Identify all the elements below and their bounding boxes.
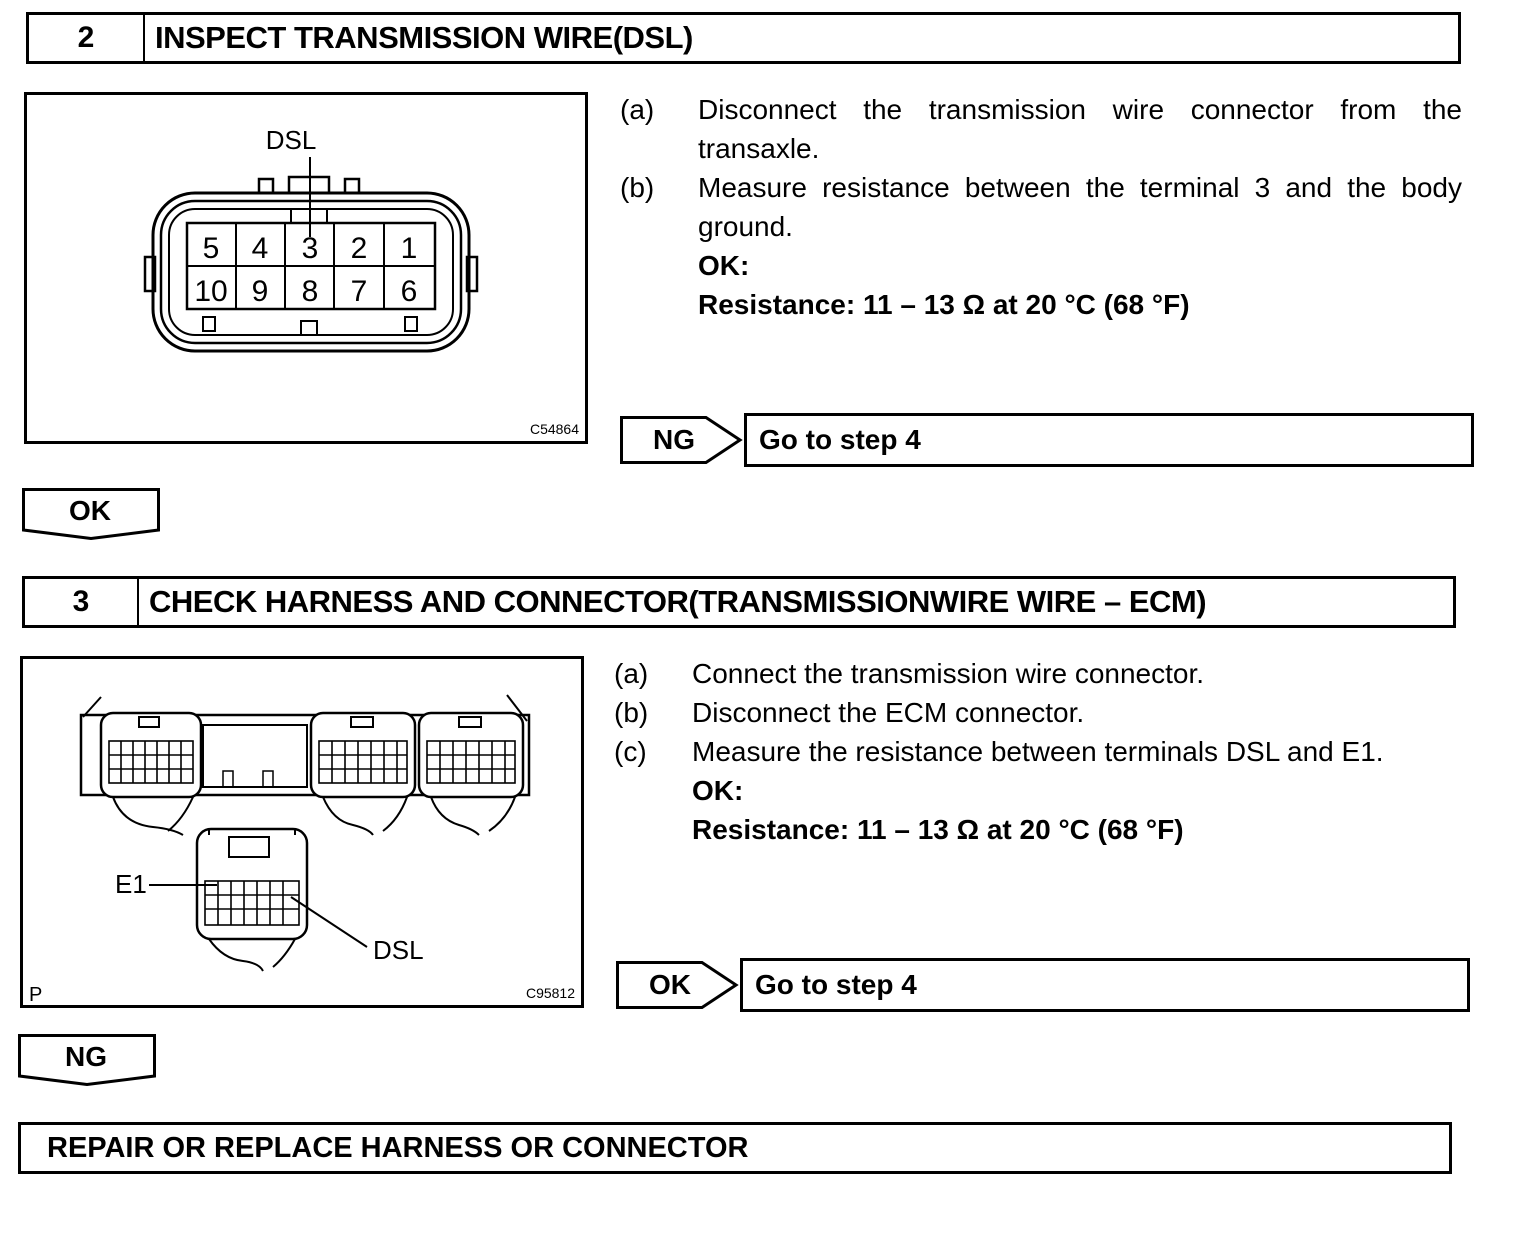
terminal-6: 6 (400, 275, 418, 308)
connector-figure (24, 92, 588, 444)
step-3-result (616, 958, 1470, 1012)
instruction-text: Measure the resistance between terminals DSL and E1. (692, 736, 1384, 767)
step-3-instructions (614, 654, 1464, 849)
step-number: 2 (29, 15, 145, 61)
instruction-item (620, 90, 1462, 168)
terminal-10: 10 (194, 275, 228, 308)
step-title: CHECK HARNESS AND CONNECTOR(TRANSMISSIONWIRE WIRE – ECM) (149, 584, 1207, 619)
ok-label: OK: (698, 250, 750, 281)
instruction-text: Measure resistance between the terminal 3 and the body ground. (698, 172, 1462, 242)
ok-continue-label: OK (69, 495, 111, 526)
step-2-result (620, 413, 1474, 467)
go-to-step-box: Go to step 4 (744, 413, 1474, 467)
instruction-label: (b) (614, 697, 649, 728)
terminal-5: 5 (202, 232, 220, 265)
go-to-step-box: Go to step 4 (740, 958, 1470, 1012)
ng-continue-label: NG (65, 1041, 107, 1072)
repair-action-box: REPAIR OR REPLACE HARNESS OR CONNECTOR (18, 1122, 1452, 1174)
ok-tag (616, 961, 740, 1009)
resistance-spec: Resistance: 11 – 13 Ω at 20 °C (68 °F) (698, 289, 1190, 320)
ok-label: OK: (692, 775, 744, 806)
terminal-3: 3 (301, 232, 319, 265)
resistance-spec: Resistance: 11 – 13 Ω at 20 °C (68 °F) (692, 814, 1184, 845)
ng-tag-label: NG (653, 424, 695, 455)
step-2-header (26, 12, 1461, 64)
ecm-connector-diagram (23, 659, 581, 1005)
dsl-label: DSL (265, 125, 317, 155)
instruction-item (614, 693, 1464, 732)
instruction-label: (c) (614, 736, 647, 767)
transmission-connector-diagram (27, 95, 585, 441)
ok-tag-label: OK (649, 969, 691, 1000)
ng-continue-tag (18, 1034, 156, 1086)
corner-mark: P (29, 984, 43, 1005)
dsl-label: DSL (373, 935, 424, 965)
terminal-1: 1 (400, 232, 418, 265)
ecm-connector-figure (20, 656, 584, 1008)
step-3-header (22, 576, 1456, 628)
terminal-4: 4 (251, 232, 269, 265)
instruction-text: Disconnect the ECM connector. (692, 697, 1085, 728)
instruction-label: (b) (620, 172, 655, 203)
ok-continue-tag (22, 488, 160, 540)
instruction-item (614, 654, 1464, 693)
e1-label: E1 (115, 869, 147, 899)
step-2-instructions (620, 90, 1462, 324)
instruction-item (620, 168, 1462, 246)
instruction-text: Disconnect the transmission wire connector from the transaxle. (698, 94, 1462, 164)
step-number: 3 (25, 579, 139, 625)
terminal-9: 9 (251, 275, 269, 308)
instruction-text: Connect the transmission wire connector. (692, 658, 1205, 689)
terminal-2: 2 (350, 232, 368, 265)
figure-code: C95812 (525, 985, 575, 1001)
terminal-7: 7 (350, 275, 368, 308)
figure-code: C54864 (529, 421, 579, 437)
instruction-label: (a) (620, 94, 655, 125)
ng-tag (620, 416, 744, 464)
terminal-8: 8 (301, 275, 319, 308)
instruction-item (614, 732, 1464, 771)
instruction-label: (a) (614, 658, 649, 689)
step-title: INSPECT TRANSMISSION WIRE(DSL) (155, 20, 693, 55)
